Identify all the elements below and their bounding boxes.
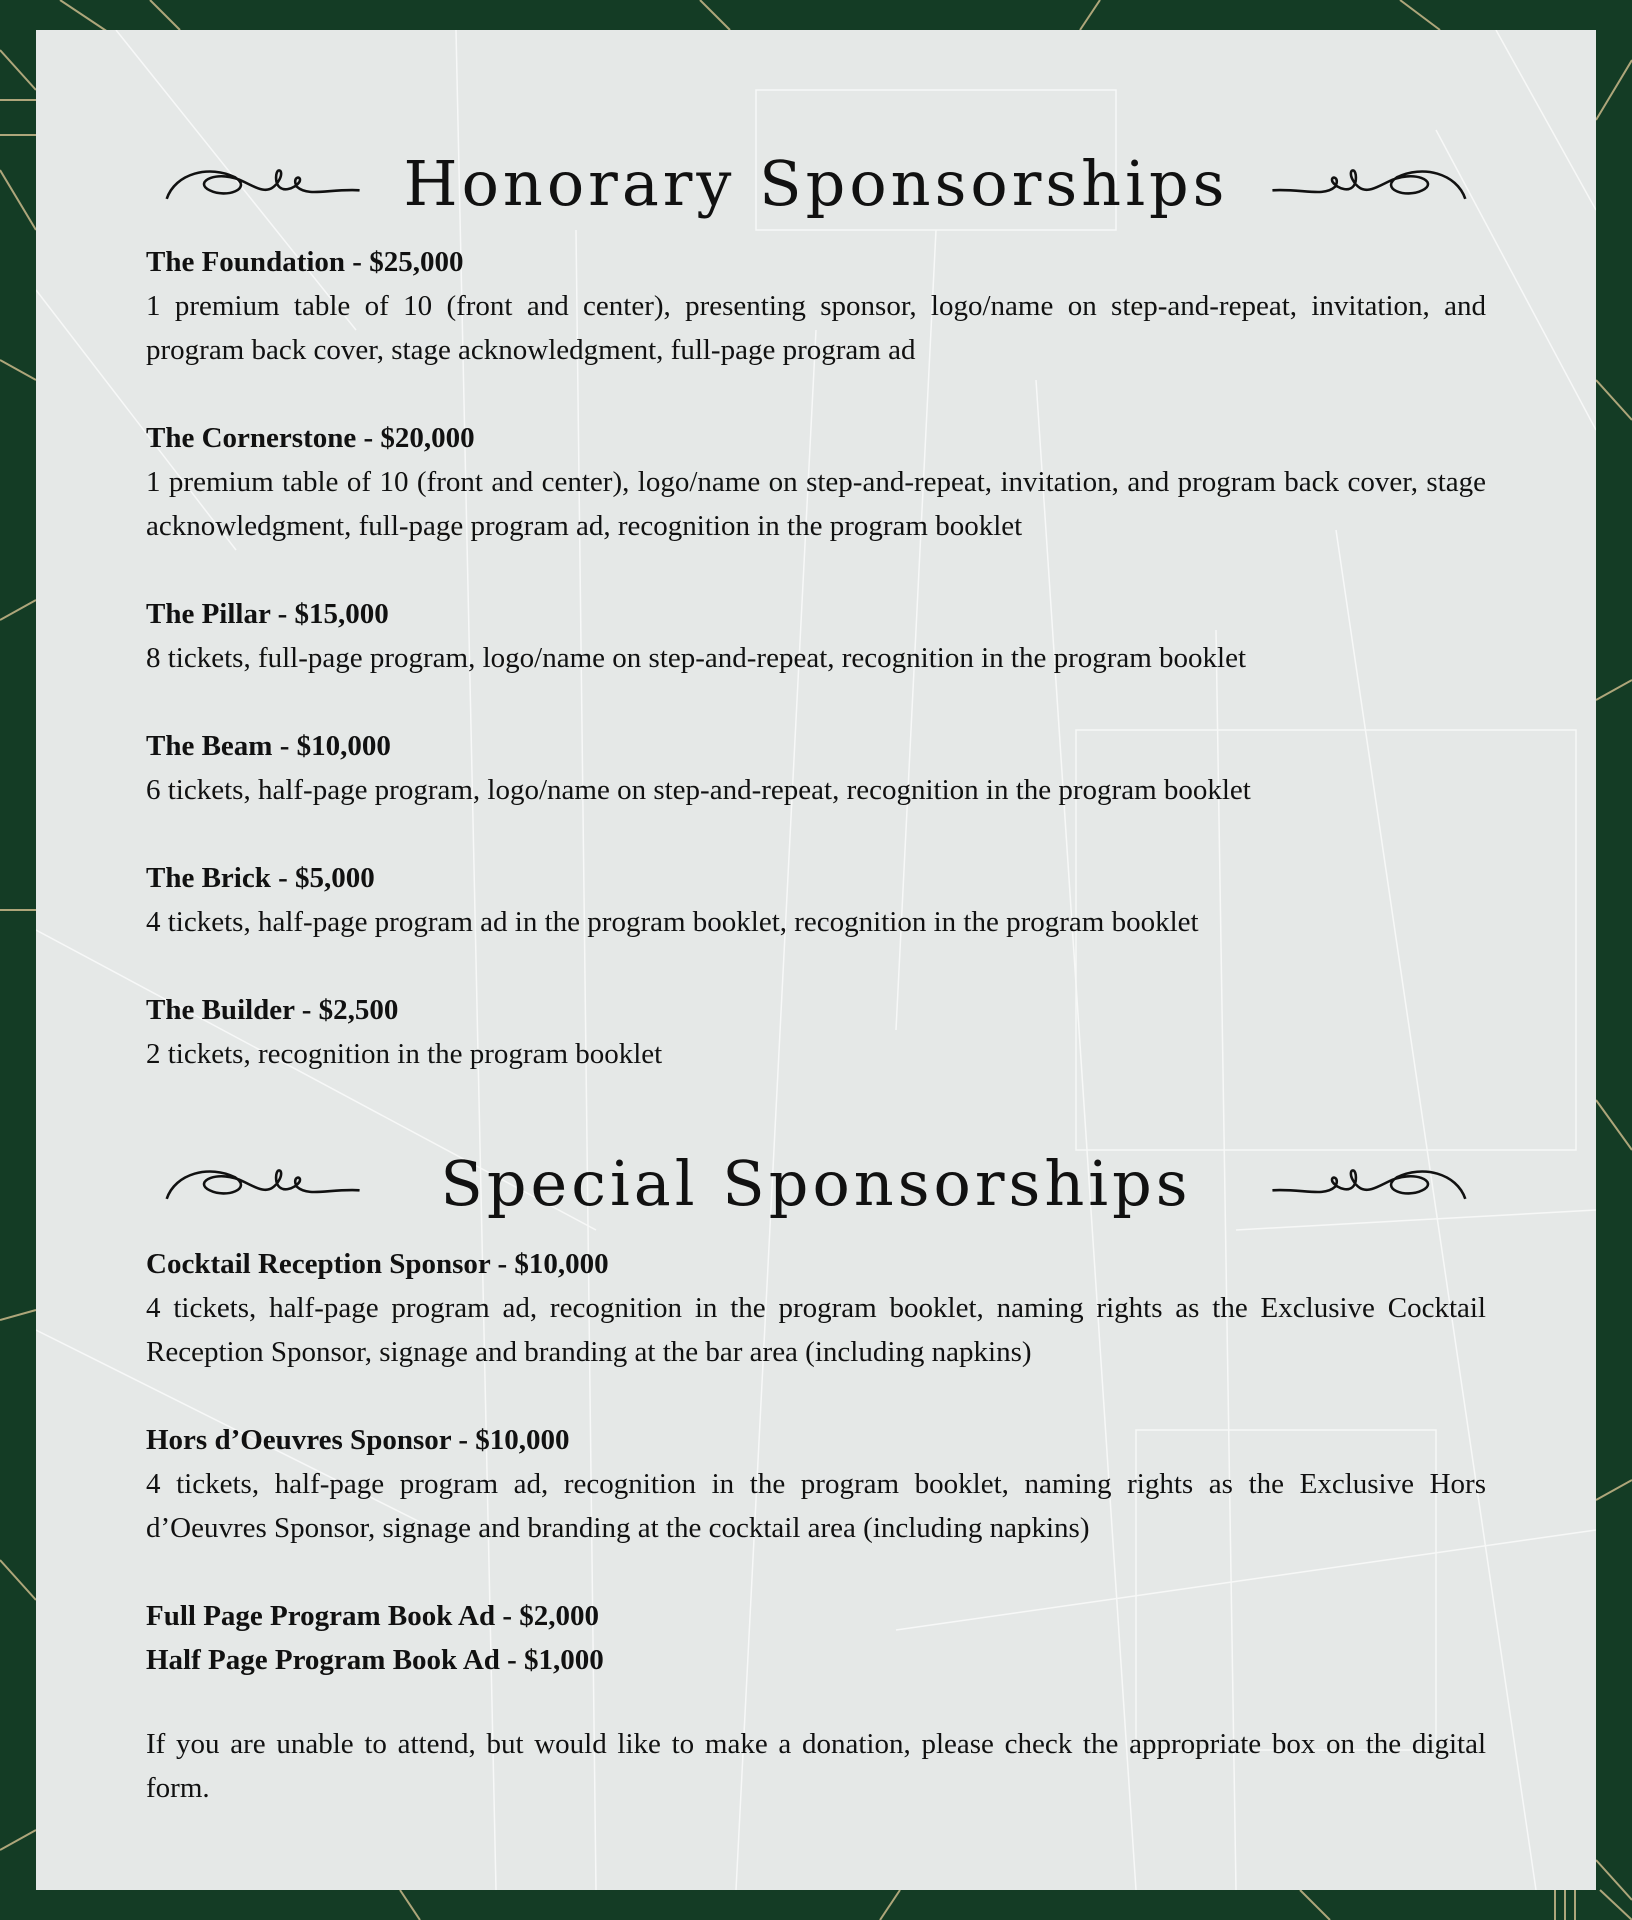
tier-description: 6 tickets, half-page program, logo/name on step-and-repeat, recognition in the program booklet bbox=[146, 774, 1251, 806]
program-ads bbox=[146, 1594, 1486, 1682]
tier-description: 1 premium table of 10 (front and center), logo/name on step-and-repeat, invitation, and program back cover, stage acknowledgment, full-page program ad, recognition in the program booklet bbox=[146, 466, 1486, 542]
tier-cocktail-reception bbox=[146, 1242, 1486, 1374]
tier-title: Hors d’Oeuvres Sponsor - $10,000 bbox=[146, 1424, 570, 1456]
special-heading-row bbox=[146, 1138, 1486, 1228]
tier-description: 8 tickets, full-page program, logo/name on step-and-repeat, recognition in the program booklet bbox=[146, 642, 1247, 674]
tier-title: The Pillar - $15,000 bbox=[146, 598, 389, 630]
flourish-ornament-right-icon bbox=[1256, 156, 1486, 216]
tier-title: Cocktail Reception Sponsor - $10,000 bbox=[146, 1248, 609, 1280]
honorary-heading-row bbox=[146, 138, 1486, 228]
tier-description: 4 tickets, half-page program ad, recognition in the program booklet, naming rights as the Exclusive Cocktail Reception Sponsor, signage and branding at the bar area (including napkins) bbox=[146, 1292, 1486, 1368]
tier-brick bbox=[146, 856, 1486, 944]
flourish-ornament-left-icon bbox=[146, 1156, 376, 1216]
tier-pillar bbox=[146, 592, 1486, 680]
special-title: Special Sponsorships bbox=[440, 1146, 1192, 1220]
tier-title: The Cornerstone - $20,000 bbox=[146, 422, 475, 454]
donation-note: If you are unable to attend, but would like to make a donation, please check the appropriate box on the digital form. bbox=[146, 1728, 1486, 1804]
tier-description: 4 tickets, half-page program ad, recognition in the program booklet, naming rights as the Exclusive Hors d’Oeuvres Sponsor, signage and branding at the cocktail area (including napkins) bbox=[146, 1468, 1486, 1544]
tier-cornerstone bbox=[146, 416, 1486, 548]
tier-beam bbox=[146, 724, 1486, 812]
honorary-title: Honorary Sponsorships bbox=[403, 146, 1229, 220]
tier-hors-doeuvres bbox=[146, 1418, 1486, 1550]
full-page-ad: Full Page Program Book Ad - $2,000 bbox=[146, 1600, 599, 1632]
tier-foundation bbox=[146, 240, 1486, 372]
flourish-ornament-left-icon bbox=[146, 156, 376, 216]
tier-description: 1 premium table of 10 (front and center), presenting sponsor, logo/name on step-and-repeat, invitation, and program back cover, stage acknowledgment, full-page program ad bbox=[146, 290, 1486, 366]
tier-title: The Beam - $10,000 bbox=[146, 730, 391, 762]
tier-builder bbox=[146, 988, 1486, 1076]
tier-title: The Builder - $2,500 bbox=[146, 994, 399, 1026]
tier-description: 2 tickets, recognition in the program booklet bbox=[146, 1038, 663, 1070]
flourish-ornament-right-icon bbox=[1256, 1156, 1486, 1216]
tier-title: The Brick - $5,000 bbox=[146, 862, 375, 894]
half-page-ad: Half Page Program Book Ad - $1,000 bbox=[146, 1644, 604, 1676]
sponsorship-panel bbox=[36, 30, 1596, 1890]
tier-description: 4 tickets, half-page program ad in the program booklet, recognition in the program booklet bbox=[146, 906, 1199, 938]
tier-title: The Foundation - $25,000 bbox=[146, 246, 464, 278]
